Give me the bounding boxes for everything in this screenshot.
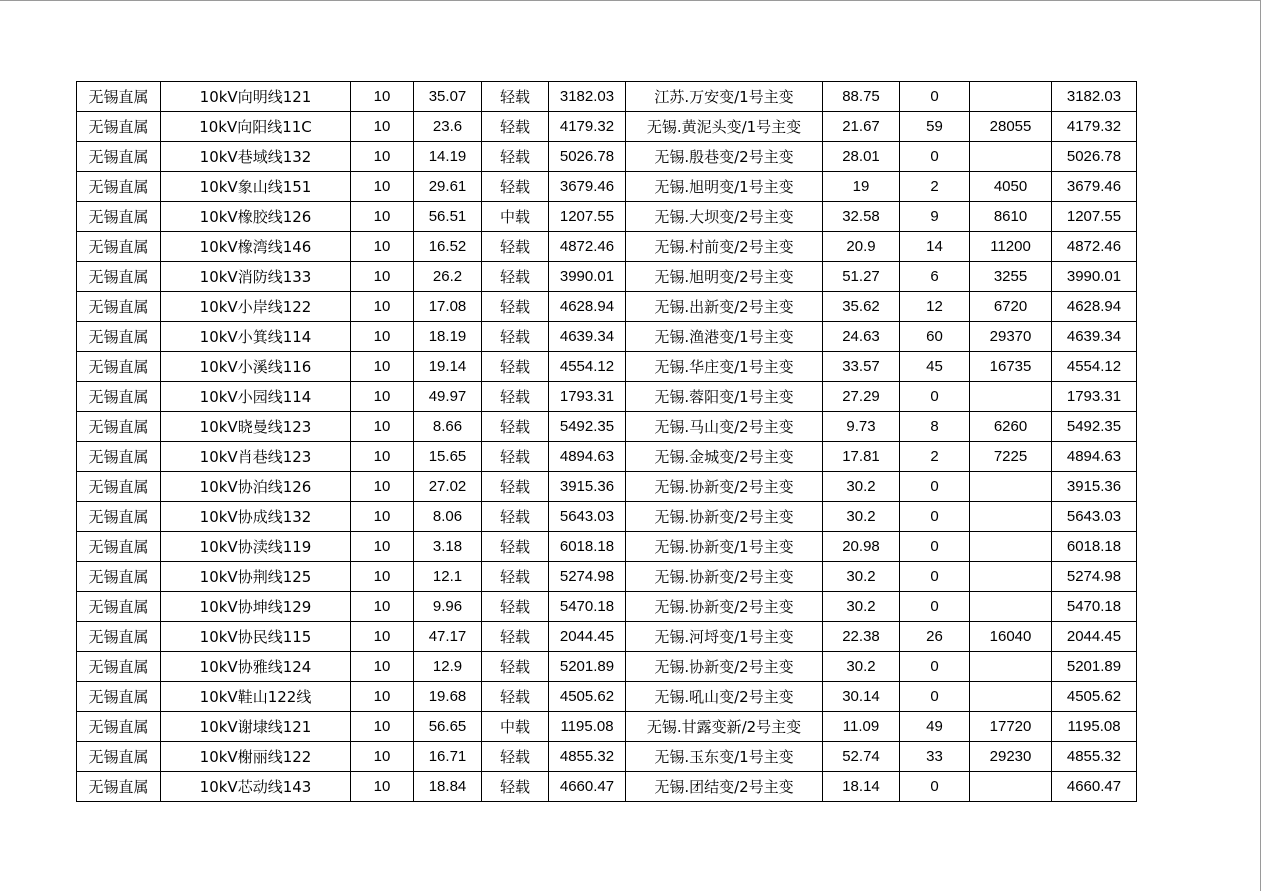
cell-unit: 无锡直属: [77, 352, 161, 382]
cell-unit: 无锡直属: [77, 562, 161, 592]
cell-unit: 无锡直属: [77, 202, 161, 232]
table-row: [77, 202, 1137, 232]
cell-user-capacity: [970, 82, 1052, 112]
table-row: [77, 562, 1137, 592]
cell-line-name: 10kV协民线115: [161, 622, 351, 652]
cell-user-capacity: [970, 592, 1052, 622]
table-row: [77, 772, 1137, 802]
cell-user-count: 0: [900, 532, 970, 562]
cell-unit: 无锡直属: [77, 502, 161, 532]
table-row: [77, 652, 1137, 682]
cell-transformer: 无锡.蓉阳变/1号主变: [626, 382, 823, 412]
cell-available-capacity: 5026.78: [1052, 142, 1137, 172]
cell-user-capacity: [970, 772, 1052, 802]
cell-load-rate: 47.17: [414, 622, 482, 652]
cell-load-status: 轻载: [482, 382, 549, 412]
cell-unit: 无锡直属: [77, 622, 161, 652]
cell-transformer-load-rate: 20.9: [823, 232, 900, 262]
cell-line-name: 10kV象山线151: [161, 172, 351, 202]
cell-transformer-load-rate: 30.2: [823, 592, 900, 622]
cell-user-capacity: 29370: [970, 322, 1052, 352]
cell-unit: 无锡直属: [77, 232, 161, 262]
cell-user-count: 26: [900, 622, 970, 652]
cell-transformer: 无锡.金城变/2号主变: [626, 442, 823, 472]
cell-unit: 无锡直属: [77, 82, 161, 112]
cell-user-capacity: 28055: [970, 112, 1052, 142]
cell-line-name: 10kV橡胶线126: [161, 202, 351, 232]
cell-user-capacity: 17720: [970, 712, 1052, 742]
cell-user-count: 6: [900, 262, 970, 292]
cell-transformer: 无锡.马山变/2号主变: [626, 412, 823, 442]
cell-capacity: 4628.94: [549, 292, 626, 322]
cell-unit: 无锡直属: [77, 742, 161, 772]
table-row: [77, 352, 1137, 382]
cell-load-status: 轻载: [482, 322, 549, 352]
table-row: [77, 82, 1137, 112]
cell-user-count: 0: [900, 562, 970, 592]
cell-available-capacity: 4660.47: [1052, 772, 1137, 802]
feeder-load-table: [76, 81, 1137, 802]
cell-transformer-load-rate: 17.81: [823, 442, 900, 472]
cell-voltage-level: 10: [351, 562, 414, 592]
cell-user-capacity: 16735: [970, 352, 1052, 382]
cell-user-capacity: 3255: [970, 262, 1052, 292]
cell-available-capacity: 1793.31: [1052, 382, 1137, 412]
cell-voltage-level: 10: [351, 622, 414, 652]
cell-unit: 无锡直属: [77, 142, 161, 172]
cell-line-name: 10kV小园线114: [161, 382, 351, 412]
cell-unit: 无锡直属: [77, 682, 161, 712]
cell-user-capacity: 6260: [970, 412, 1052, 442]
cell-available-capacity: 4628.94: [1052, 292, 1137, 322]
cell-user-count: 45: [900, 352, 970, 382]
cell-capacity: 5643.03: [549, 502, 626, 532]
cell-capacity: 4639.34: [549, 322, 626, 352]
table-row: [77, 712, 1137, 742]
cell-unit: 无锡直属: [77, 322, 161, 352]
cell-unit: 无锡直属: [77, 772, 161, 802]
cell-available-capacity: 5274.98: [1052, 562, 1137, 592]
cell-user-capacity: 6720: [970, 292, 1052, 322]
cell-transformer: 无锡.黄泥头变/1号主变: [626, 112, 823, 142]
cell-capacity: 4505.62: [549, 682, 626, 712]
cell-load-status: 轻载: [482, 112, 549, 142]
cell-load-status: 轻载: [482, 472, 549, 502]
cell-capacity: 3990.01: [549, 262, 626, 292]
cell-unit: 无锡直属: [77, 382, 161, 412]
cell-user-capacity: 7225: [970, 442, 1052, 472]
cell-available-capacity: 3915.36: [1052, 472, 1137, 502]
cell-line-name: 10kV协荆线125: [161, 562, 351, 592]
cell-user-count: 9: [900, 202, 970, 232]
cell-user-count: 0: [900, 772, 970, 802]
cell-available-capacity: 3182.03: [1052, 82, 1137, 112]
cell-load-status: 轻载: [482, 502, 549, 532]
cell-transformer: 无锡.协新变/2号主变: [626, 502, 823, 532]
cell-user-count: 0: [900, 502, 970, 532]
cell-unit: 无锡直属: [77, 712, 161, 742]
table-row: [77, 142, 1137, 172]
cell-unit: 无锡直属: [77, 592, 161, 622]
cell-available-capacity: 4894.63: [1052, 442, 1137, 472]
cell-capacity: 3679.46: [549, 172, 626, 202]
cell-load-status: 轻载: [482, 172, 549, 202]
cell-user-capacity: [970, 382, 1052, 412]
cell-transformer: 无锡.吼山变/2号主变: [626, 682, 823, 712]
table-row: [77, 292, 1137, 322]
cell-load-rate: 27.02: [414, 472, 482, 502]
cell-available-capacity: 5492.35: [1052, 412, 1137, 442]
cell-voltage-level: 10: [351, 172, 414, 202]
cell-line-name: 10kV消防线133: [161, 262, 351, 292]
cell-transformer: 无锡.协新变/2号主变: [626, 472, 823, 502]
cell-load-rate: 3.18: [414, 532, 482, 562]
cell-load-rate: 12.1: [414, 562, 482, 592]
cell-load-status: 中载: [482, 202, 549, 232]
cell-capacity: 3182.03: [549, 82, 626, 112]
cell-user-capacity: [970, 532, 1052, 562]
cell-line-name: 10kV小溪线116: [161, 352, 351, 382]
cell-capacity: 5274.98: [549, 562, 626, 592]
cell-user-capacity: 8610: [970, 202, 1052, 232]
table-row: [77, 262, 1137, 292]
cell-transformer-load-rate: 20.98: [823, 532, 900, 562]
cell-user-count: 0: [900, 82, 970, 112]
cell-unit: 无锡直属: [77, 652, 161, 682]
cell-available-capacity: 5470.18: [1052, 592, 1137, 622]
cell-load-status: 轻载: [482, 592, 549, 622]
cell-transformer: 无锡.旭明变/1号主变: [626, 172, 823, 202]
table-row: [77, 592, 1137, 622]
cell-load-rate: 15.65: [414, 442, 482, 472]
cell-transformer-load-rate: 52.74: [823, 742, 900, 772]
cell-unit: 无锡直属: [77, 442, 161, 472]
cell-load-status: 轻载: [482, 82, 549, 112]
cell-voltage-level: 10: [351, 712, 414, 742]
table-row: [77, 382, 1137, 412]
cell-unit: 无锡直属: [77, 112, 161, 142]
cell-capacity: 1207.55: [549, 202, 626, 232]
cell-load-status: 轻载: [482, 652, 549, 682]
cell-user-capacity: [970, 652, 1052, 682]
cell-transformer-load-rate: 51.27: [823, 262, 900, 292]
cell-load-status: 轻载: [482, 142, 549, 172]
cell-line-name: 10kV小岸线122: [161, 292, 351, 322]
cell-user-count: 8: [900, 412, 970, 442]
cell-user-capacity: 11200: [970, 232, 1052, 262]
cell-transformer: 无锡.大坝变/2号主变: [626, 202, 823, 232]
cell-available-capacity: 4505.62: [1052, 682, 1137, 712]
cell-transformer-load-rate: 88.75: [823, 82, 900, 112]
cell-voltage-level: 10: [351, 742, 414, 772]
cell-transformer: 无锡.华庄变/1号主变: [626, 352, 823, 382]
cell-line-name: 10kV鞋山122线: [161, 682, 351, 712]
cell-voltage-level: 10: [351, 262, 414, 292]
cell-available-capacity: 1195.08: [1052, 712, 1137, 742]
cell-load-status: 轻载: [482, 232, 549, 262]
cell-line-name: 10kV芯动线143: [161, 772, 351, 802]
cell-capacity: 6018.18: [549, 532, 626, 562]
cell-user-count: 0: [900, 382, 970, 412]
cell-available-capacity: 5201.89: [1052, 652, 1137, 682]
cell-transformer-load-rate: 28.01: [823, 142, 900, 172]
cell-load-status: 中载: [482, 712, 549, 742]
cell-user-count: 49: [900, 712, 970, 742]
cell-load-status: 轻载: [482, 442, 549, 472]
cell-unit: 无锡直属: [77, 472, 161, 502]
cell-load-rate: 16.52: [414, 232, 482, 262]
cell-line-name: 10kV晓曼线123: [161, 412, 351, 442]
cell-user-capacity: 16040: [970, 622, 1052, 652]
cell-transformer-load-rate: 30.2: [823, 472, 900, 502]
cell-transformer: 无锡.协新变/1号主变: [626, 532, 823, 562]
cell-capacity: 4855.32: [549, 742, 626, 772]
cell-load-rate: 8.06: [414, 502, 482, 532]
table-row: [77, 172, 1137, 202]
table-body: [77, 82, 1137, 802]
cell-capacity: 5026.78: [549, 142, 626, 172]
cell-transformer-load-rate: 35.62: [823, 292, 900, 322]
cell-line-name: 10kV巷域线132: [161, 142, 351, 172]
cell-voltage-level: 10: [351, 532, 414, 562]
cell-unit: 无锡直属: [77, 532, 161, 562]
cell-transformer-load-rate: 21.67: [823, 112, 900, 142]
cell-load-rate: 16.71: [414, 742, 482, 772]
cell-capacity: 4554.12: [549, 352, 626, 382]
cell-capacity: 1195.08: [549, 712, 626, 742]
cell-user-capacity: [970, 142, 1052, 172]
cell-load-status: 轻载: [482, 622, 549, 652]
cell-available-capacity: 6018.18: [1052, 532, 1137, 562]
cell-user-count: 2: [900, 442, 970, 472]
cell-transformer: 无锡.渔港变/1号主变: [626, 322, 823, 352]
cell-voltage-level: 10: [351, 142, 414, 172]
table-row: [77, 442, 1137, 472]
cell-user-count: 2: [900, 172, 970, 202]
cell-load-rate: 26.2: [414, 262, 482, 292]
cell-load-rate: 9.96: [414, 592, 482, 622]
cell-line-name: 10kV橡湾线146: [161, 232, 351, 262]
table-row: [77, 502, 1137, 532]
cell-transformer-load-rate: 33.57: [823, 352, 900, 382]
cell-available-capacity: 4554.12: [1052, 352, 1137, 382]
cell-transformer: 无锡.殷巷变/2号主变: [626, 142, 823, 172]
cell-line-name: 10kV协成线132: [161, 502, 351, 532]
cell-transformer: 无锡.河埒变/1号主变: [626, 622, 823, 652]
table-row: [77, 232, 1137, 262]
cell-capacity: 1793.31: [549, 382, 626, 412]
cell-available-capacity: 4855.32: [1052, 742, 1137, 772]
cell-load-rate: 18.84: [414, 772, 482, 802]
table-row: [77, 472, 1137, 502]
cell-transformer-load-rate: 30.2: [823, 652, 900, 682]
cell-user-count: 0: [900, 592, 970, 622]
table-row: [77, 742, 1137, 772]
cell-transformer-load-rate: 30.2: [823, 502, 900, 532]
cell-line-name: 10kV协坤线129: [161, 592, 351, 622]
cell-load-rate: 19.14: [414, 352, 482, 382]
cell-transformer: 无锡.甘露变新/2号主变: [626, 712, 823, 742]
cell-line-name: 10kV向阳线11C: [161, 112, 351, 142]
cell-user-capacity: [970, 472, 1052, 502]
cell-voltage-level: 10: [351, 682, 414, 712]
cell-voltage-level: 10: [351, 442, 414, 472]
cell-available-capacity: 4639.34: [1052, 322, 1137, 352]
cell-user-count: 0: [900, 472, 970, 502]
cell-user-count: 0: [900, 142, 970, 172]
cell-line-name: 10kV榭丽线122: [161, 742, 351, 772]
cell-voltage-level: 10: [351, 352, 414, 382]
cell-available-capacity: 2044.45: [1052, 622, 1137, 652]
cell-available-capacity: 5643.03: [1052, 502, 1137, 532]
cell-voltage-level: 10: [351, 502, 414, 532]
cell-available-capacity: 3990.01: [1052, 262, 1137, 292]
cell-voltage-level: 10: [351, 322, 414, 352]
cell-load-rate: 8.66: [414, 412, 482, 442]
cell-transformer: 无锡.协新变/2号主变: [626, 562, 823, 592]
cell-capacity: 2044.45: [549, 622, 626, 652]
cell-transformer: 无锡.出新变/2号主变: [626, 292, 823, 322]
cell-transformer-load-rate: 30.2: [823, 562, 900, 592]
cell-voltage-level: 10: [351, 82, 414, 112]
cell-user-count: 12: [900, 292, 970, 322]
cell-voltage-level: 10: [351, 412, 414, 442]
cell-transformer: 无锡.协新变/2号主变: [626, 592, 823, 622]
cell-line-name: 10kV小箕线114: [161, 322, 351, 352]
cell-capacity: 3915.36: [549, 472, 626, 502]
cell-transformer-load-rate: 32.58: [823, 202, 900, 232]
cell-transformer-load-rate: 27.29: [823, 382, 900, 412]
cell-unit: 无锡直属: [77, 412, 161, 442]
cell-line-name: 10kV协雅线124: [161, 652, 351, 682]
cell-load-rate: 49.97: [414, 382, 482, 412]
cell-transformer: 无锡.团结变/2号主变: [626, 772, 823, 802]
cell-voltage-level: 10: [351, 772, 414, 802]
cell-load-rate: 12.9: [414, 652, 482, 682]
cell-voltage-level: 10: [351, 112, 414, 142]
table-row: [77, 112, 1137, 142]
cell-capacity: 4660.47: [549, 772, 626, 802]
cell-load-rate: 35.07: [414, 82, 482, 112]
cell-voltage-level: 10: [351, 202, 414, 232]
table-row: [77, 322, 1137, 352]
cell-transformer-load-rate: 22.38: [823, 622, 900, 652]
cell-load-status: 轻载: [482, 292, 549, 322]
cell-load-status: 轻载: [482, 532, 549, 562]
cell-transformer: 无锡.协新变/2号主变: [626, 652, 823, 682]
cell-load-status: 轻载: [482, 262, 549, 292]
cell-available-capacity: 1207.55: [1052, 202, 1137, 232]
table-row: [77, 682, 1137, 712]
cell-unit: 无锡直属: [77, 172, 161, 202]
cell-user-count: 60: [900, 322, 970, 352]
cell-capacity: 4872.46: [549, 232, 626, 262]
cell-transformer-load-rate: 18.14: [823, 772, 900, 802]
cell-load-status: 轻载: [482, 352, 549, 382]
cell-load-rate: 17.08: [414, 292, 482, 322]
cell-user-capacity: [970, 562, 1052, 592]
cell-capacity: 4179.32: [549, 112, 626, 142]
cell-load-rate: 14.19: [414, 142, 482, 172]
cell-load-status: 轻载: [482, 772, 549, 802]
cell-transformer-load-rate: 11.09: [823, 712, 900, 742]
cell-load-status: 轻载: [482, 682, 549, 712]
cell-capacity: 5201.89: [549, 652, 626, 682]
cell-user-capacity: 4050: [970, 172, 1052, 202]
cell-voltage-level: 10: [351, 232, 414, 262]
cell-capacity: 5470.18: [549, 592, 626, 622]
cell-load-rate: 23.6: [414, 112, 482, 142]
cell-line-name: 10kV谢埭线121: [161, 712, 351, 742]
cell-transformer-load-rate: 30.14: [823, 682, 900, 712]
cell-line-name: 10kV肖巷线123: [161, 442, 351, 472]
cell-user-capacity: 29230: [970, 742, 1052, 772]
table-row: [77, 532, 1137, 562]
cell-transformer: 无锡.旭明变/2号主变: [626, 262, 823, 292]
cell-user-count: 0: [900, 682, 970, 712]
cell-load-rate: 18.19: [414, 322, 482, 352]
cell-transformer-load-rate: 9.73: [823, 412, 900, 442]
cell-user-count: 59: [900, 112, 970, 142]
cell-user-count: 14: [900, 232, 970, 262]
cell-available-capacity: 4872.46: [1052, 232, 1137, 262]
cell-transformer-load-rate: 19: [823, 172, 900, 202]
cell-capacity: 5492.35: [549, 412, 626, 442]
cell-voltage-level: 10: [351, 472, 414, 502]
cell-user-capacity: [970, 502, 1052, 532]
cell-load-rate: 56.65: [414, 712, 482, 742]
cell-transformer-load-rate: 24.63: [823, 322, 900, 352]
cell-load-rate: 29.61: [414, 172, 482, 202]
cell-load-status: 轻载: [482, 742, 549, 772]
cell-load-rate: 19.68: [414, 682, 482, 712]
cell-voltage-level: 10: [351, 382, 414, 412]
cell-user-count: 0: [900, 652, 970, 682]
cell-transformer: 无锡.玉东变/1号主变: [626, 742, 823, 772]
cell-voltage-level: 10: [351, 652, 414, 682]
cell-transformer: 无锡.村前变/2号主变: [626, 232, 823, 262]
cell-capacity: 4894.63: [549, 442, 626, 472]
cell-unit: 无锡直属: [77, 292, 161, 322]
cell-user-count: 33: [900, 742, 970, 772]
cell-voltage-level: 10: [351, 292, 414, 322]
cell-available-capacity: 3679.46: [1052, 172, 1137, 202]
cell-line-name: 10kV协渎线119: [161, 532, 351, 562]
cell-line-name: 10kV向明线121: [161, 82, 351, 112]
cell-unit: 无锡直属: [77, 262, 161, 292]
table-row: [77, 622, 1137, 652]
cell-load-status: 轻载: [482, 562, 549, 592]
cell-transformer: 江苏.万安变/1号主变: [626, 82, 823, 112]
cell-user-capacity: [970, 682, 1052, 712]
cell-load-rate: 56.51: [414, 202, 482, 232]
cell-voltage-level: 10: [351, 592, 414, 622]
cell-available-capacity: 4179.32: [1052, 112, 1137, 142]
table-row: [77, 412, 1137, 442]
cell-load-status: 轻载: [482, 412, 549, 442]
cell-line-name: 10kV协泊线126: [161, 472, 351, 502]
